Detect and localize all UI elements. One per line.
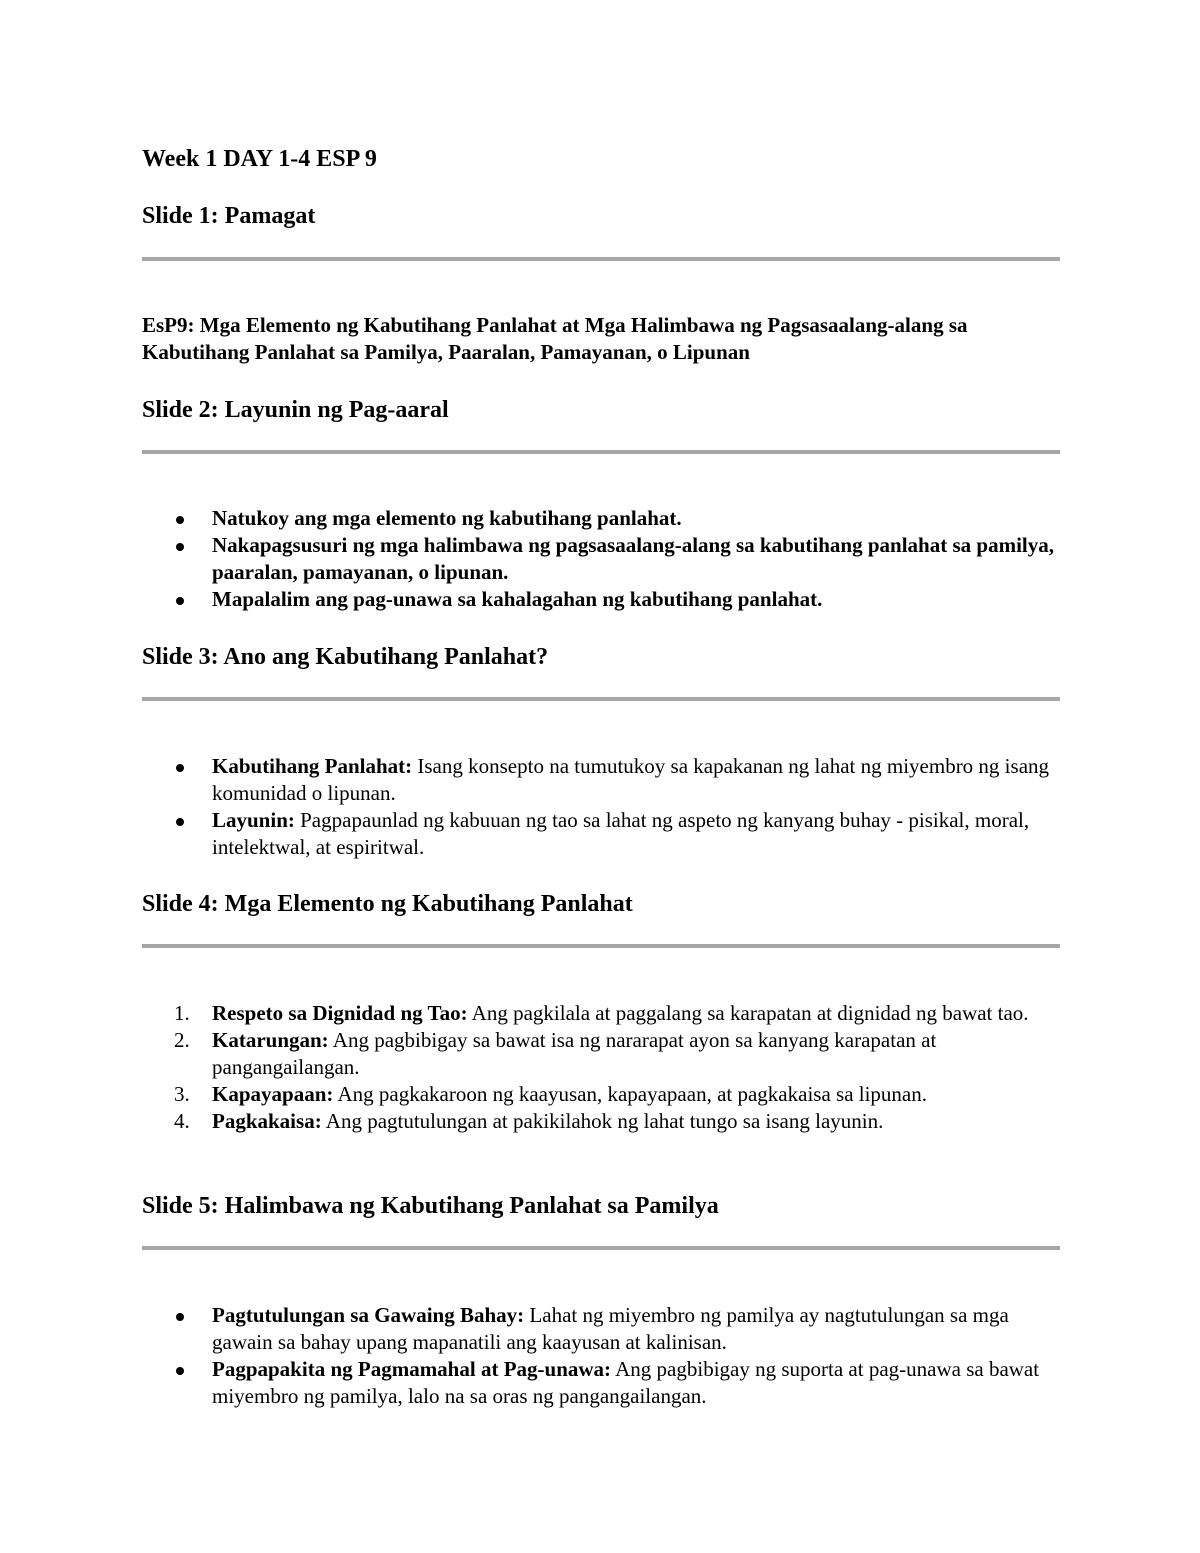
list-number: 3. [174, 1082, 190, 1106]
section-divider [142, 697, 1060, 701]
list-item-description: Ang pagkilala at paggalang sa karapatan at dignidad ng bawat tao. [467, 1001, 1029, 1025]
list-item [142, 1108, 1060, 1135]
list-item-term: Pagtutulungan sa Gawaing Bahay: [212, 1303, 525, 1327]
list-item [142, 1356, 1060, 1410]
list-item-term: Katarungan: [212, 1028, 329, 1052]
slide-2-list [142, 505, 1060, 613]
slide-1-paragraph: EsP9: Mga Elemento ng Kabutihang Panlahat at Mga Halimbawa ng Pagsasaalang-alang sa Kabutihang Panlahat sa Pamilya, Paaralan, Pamayanan, o Lipunan [142, 313, 968, 364]
slide-4-list [142, 1000, 1060, 1135]
slide-3-list [142, 753, 1060, 861]
list-number: 2. [174, 1028, 190, 1052]
list-item [142, 586, 1060, 613]
bullet-icon [176, 597, 184, 605]
list-item-description: Ang pagkakaroon ng kaayusan, kapayapaan, at pagkakaisa sa lipunan. [333, 1082, 928, 1106]
list-item-description: Ang pagtutulungan at pakikilahok ng lahat tungo sa isang layunin. [321, 1109, 884, 1133]
bullet-icon [176, 1313, 184, 1321]
list-item [142, 532, 1060, 586]
section-heading-slide-5: Slide 5: Halimbawa ng Kabutihang Panlahat sa Pamilya [142, 1193, 719, 1219]
list-item [142, 1302, 1060, 1356]
section-divider [142, 1246, 1060, 1250]
list-item-text: Natukoy ang mga elemento ng kabutihang panlahat. [212, 506, 682, 530]
list-item-description: Ang pagbibigay ng suporta at pag-unawa sa bawat miyembro ng pamilya, lalo na sa oras ng pangangailangan. [212, 1357, 1040, 1408]
section-heading-slide-4: Slide 4: Mga Elemento ng Kabutihang Panlahat [142, 891, 633, 917]
section-divider [142, 257, 1060, 261]
list-number: 1. [174, 1001, 190, 1025]
section-divider [142, 450, 1060, 454]
list-item [142, 1081, 1060, 1108]
bullet-icon [176, 764, 184, 772]
section-heading-slide-2: Slide 2: Layunin ng Pag-aaral [142, 397, 449, 423]
list-item [142, 807, 1060, 861]
list-item-text: Nakapagsusuri ng mga halimbawa ng pagsasaalang-alang sa kabutihang panlahat sa pamilya, paaralan, pamayanan, o lipunan. [212, 533, 1054, 584]
list-item-text: Mapalalim ang pag-unawa sa kahalagahan ng kabutihang panlahat. [212, 587, 823, 611]
list-item [142, 753, 1060, 807]
list-item [142, 1000, 1060, 1027]
section-heading-slide-1: Slide 1: Pamagat [142, 203, 316, 229]
list-item [142, 505, 1060, 532]
list-item [142, 1027, 1060, 1081]
list-item-description: Pagpapaunlad ng kabuuan ng tao sa lahat ng aspeto ng kanyang buhay - pisikal, moral, intelektwal, at espiritwal. [212, 808, 1030, 859]
list-item-term: Pagkakaisa: [212, 1109, 322, 1133]
section-divider [142, 944, 1060, 948]
list-item-term: Layunin: [212, 808, 295, 832]
slide-5-list [142, 1302, 1060, 1410]
list-item-description: Isang konsepto na tumutukoy sa kapakanan ng lahat ng miyembro ng isang komunidad o lipunan. [212, 754, 1050, 805]
bullet-icon [176, 818, 184, 826]
bullet-icon [176, 1367, 184, 1375]
bullet-icon [176, 516, 184, 524]
list-item-term: Respeto sa Dignidad ng Tao: [212, 1001, 468, 1025]
document-title: Week 1 DAY 1-4 ESP 9 [142, 146, 377, 172]
list-item-description: Ang pagbibigay sa bawat isa ng nararapat ayon sa kanyang karapatan at pangangailangan. [212, 1028, 937, 1079]
bullet-icon [176, 543, 184, 551]
list-number: 4. [174, 1109, 190, 1133]
list-item-term: Pagpapakita ng Pagmamahal at Pag-unawa: [212, 1357, 612, 1381]
section-heading-slide-3: Slide 3: Ano ang Kabutihang Panlahat? [142, 644, 549, 670]
list-item-description: Lahat ng miyembro ng pamilya ay nagtutulungan sa mga gawain sa bahay upang mapanatili ang kaayusan at kalinisan. [212, 1303, 1009, 1354]
list-item-term: Kapayapaan: [212, 1082, 334, 1106]
list-item-term: Kabutihang Panlahat: [212, 754, 413, 778]
